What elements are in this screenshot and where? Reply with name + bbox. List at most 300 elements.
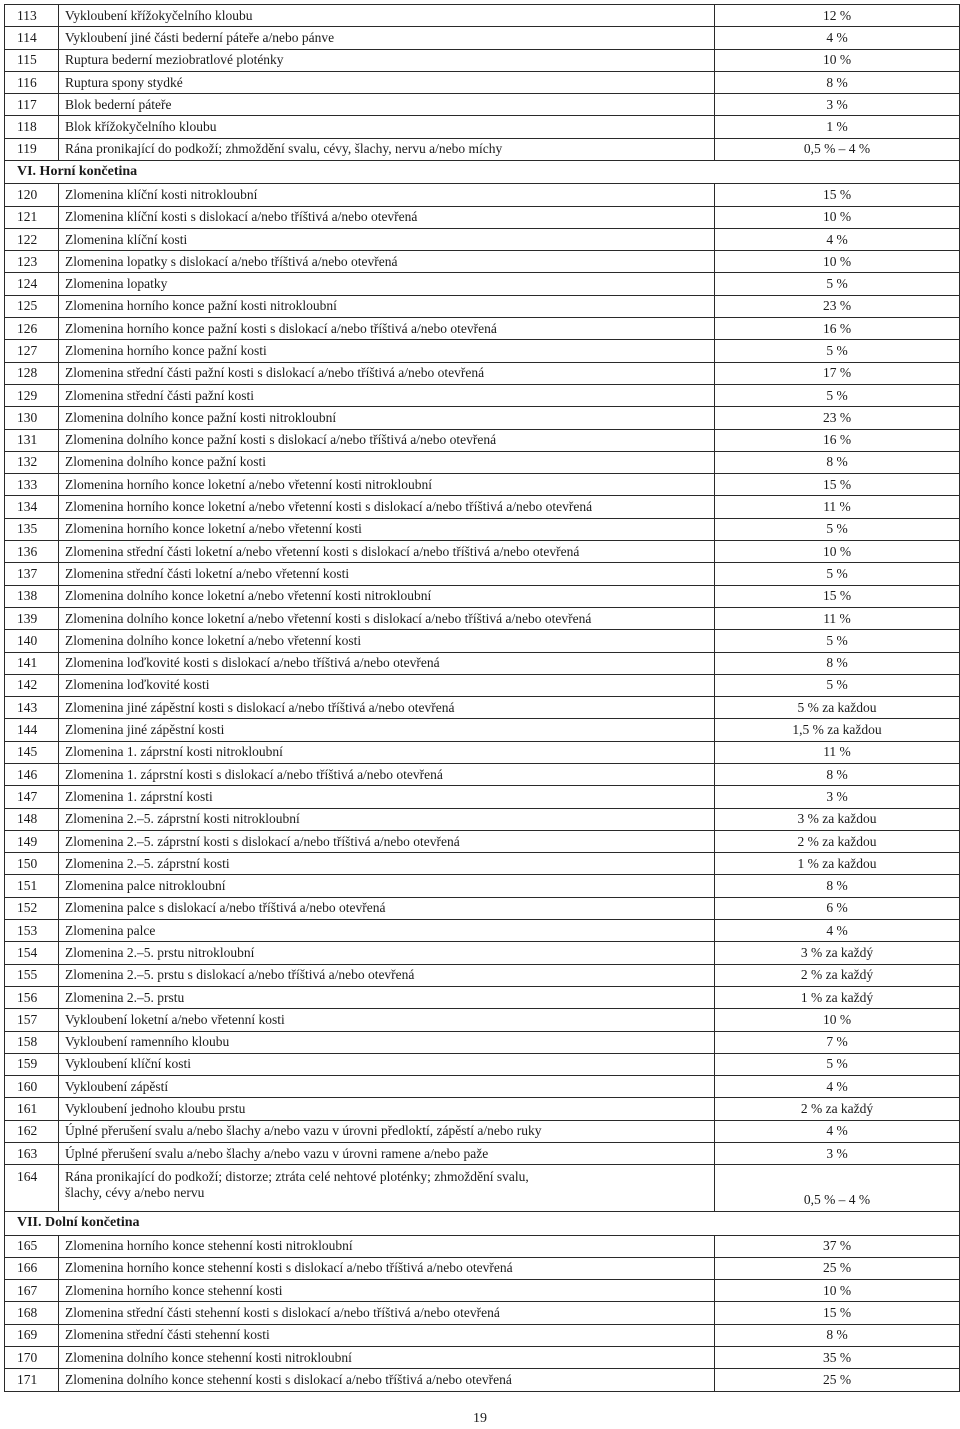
item-value: 35 % xyxy=(822,1349,852,1365)
item-value: 1 % xyxy=(826,119,848,135)
item-value: 5 % xyxy=(826,276,848,292)
table-row xyxy=(5,763,960,785)
item-value-cell xyxy=(715,5,960,27)
item-value-cell xyxy=(715,451,960,473)
item-value: 0,5 % – 4 % xyxy=(803,1192,871,1208)
item-value-cell xyxy=(715,674,960,696)
item-value: 37 % xyxy=(822,1238,852,1254)
item-value-cell xyxy=(715,697,960,719)
item-description: Zlomenina horního konce stehenní kosti xyxy=(59,1280,715,1302)
item-description: Ruptura bederní meziobratlové ploténky xyxy=(59,49,715,71)
table-row xyxy=(5,1009,960,1031)
item-number: 123 xyxy=(5,251,59,273)
table-row xyxy=(5,830,960,852)
table-row xyxy=(5,674,960,696)
table-row xyxy=(5,942,960,964)
item-value-cell xyxy=(715,741,960,763)
item-value: 8 % xyxy=(826,74,848,90)
table-row xyxy=(5,251,960,273)
item-value: 3 % za každý xyxy=(800,945,874,960)
item-value: 8 % xyxy=(826,454,848,470)
item-value-cell xyxy=(715,184,960,206)
item-number: 165 xyxy=(5,1235,59,1257)
item-number: 134 xyxy=(5,496,59,518)
table-row xyxy=(5,1257,960,1279)
item-value-cell xyxy=(715,340,960,362)
item-description: Zlomenina dolního konce pažní kosti s dislokací a/nebo tříštivá a/nebo otevřená xyxy=(59,429,715,451)
item-description: Zlomenina 1. záprstní kosti nitrokloubní xyxy=(59,741,715,763)
item-description: Zlomenina střední části stehenní kosti s dislokací a/nebo tříštivá a/nebo otevřená xyxy=(59,1302,715,1324)
item-description: Úplné přerušení svalu a/nebo šlachy a/nebo vazu v úrovni předloktí, zápěstí a/nebo ruky xyxy=(59,1120,715,1142)
item-description: Zlomenina 2.–5. prstu nitrokloubní xyxy=(59,942,715,964)
item-description: Ruptura spony stydké xyxy=(59,71,715,93)
item-number: 122 xyxy=(5,228,59,250)
item-description: Zlomenina střední části loketní a/nebo vřetenní kosti s dislokací a/nebo tříštivá a/nebo otevřená xyxy=(59,541,715,563)
item-value: 16 % xyxy=(822,432,852,448)
item-number: 155 xyxy=(5,964,59,986)
item-value-cell xyxy=(715,585,960,607)
item-value-cell xyxy=(715,71,960,93)
item-value-cell xyxy=(715,27,960,49)
item-value-cell xyxy=(715,897,960,919)
item-description: Rána pronikající do podkoží; zhmoždění svalu, cévy, šlachy, nervu a/nebo míchy xyxy=(59,138,715,160)
item-value: 15 % xyxy=(822,186,852,202)
item-description: Zlomenina dolního konce loketní a/nebo vřetenní kosti s dislokací a/nebo tříštivá a/nebo otevřená xyxy=(59,607,715,629)
item-value: 12 % xyxy=(822,7,852,23)
item-value: 4 % xyxy=(826,29,848,45)
table-row xyxy=(5,1143,960,1165)
item-value-cell xyxy=(715,1143,960,1165)
item-value: 11 % xyxy=(823,744,851,760)
item-value-cell xyxy=(715,251,960,273)
item-value: 4 % xyxy=(826,231,848,247)
item-description: Zlomenina lopatky s dislokací a/nebo tříštivá a/nebo otevřená xyxy=(59,251,715,273)
item-description: Zlomenina palce nitrokloubní xyxy=(59,875,715,897)
item-value: 4 % xyxy=(826,922,848,938)
item-value-cell xyxy=(715,763,960,785)
item-description: Zlomenina klíční kosti nitrokloubní xyxy=(59,184,715,206)
item-description: Zlomenina 2.–5. záprstní kosti s dislokací a/nebo tříštivá a/nebo otevřená xyxy=(59,830,715,852)
item-value-cell xyxy=(715,630,960,652)
table-row xyxy=(5,71,960,93)
table-row xyxy=(5,206,960,228)
table-row xyxy=(5,318,960,340)
item-value: 10 % xyxy=(822,253,852,269)
table-row xyxy=(5,786,960,808)
table-row xyxy=(5,429,960,451)
item-value-cell xyxy=(715,719,960,741)
table-row xyxy=(5,1120,960,1142)
table-row xyxy=(5,1369,960,1391)
item-value: 5 % xyxy=(826,1056,848,1072)
item-value: 5 % za každou xyxy=(797,699,877,715)
item-description: Vykloubení zápěstí xyxy=(59,1076,715,1098)
item-value-cell xyxy=(715,206,960,228)
item-number: 144 xyxy=(5,719,59,741)
table-row xyxy=(5,451,960,473)
item-number: 146 xyxy=(5,763,59,785)
item-value-cell xyxy=(715,1324,960,1346)
item-description: Zlomenina 1. záprstní kosti xyxy=(59,786,715,808)
item-value-cell xyxy=(715,273,960,295)
table-row xyxy=(5,1280,960,1302)
item-value-cell xyxy=(715,920,960,942)
page-number: 19 xyxy=(473,1411,487,1426)
item-description: Vykloubení klíční kosti xyxy=(59,1053,715,1075)
item-value-cell xyxy=(715,1302,960,1324)
item-value-cell xyxy=(715,652,960,674)
item-value-cell xyxy=(715,541,960,563)
item-description: Zlomenina 2.–5. prstu s dislokací a/nebo tříštivá a/nebo otevřená xyxy=(59,964,715,986)
table-row xyxy=(5,362,960,384)
item-description: Zlomenina horního konce loketní a/nebo vřetenní kosti xyxy=(59,518,715,540)
table-row xyxy=(5,585,960,607)
section-title: VI. Horní končetina xyxy=(5,161,960,184)
item-number: 120 xyxy=(5,184,59,206)
item-value: 16 % xyxy=(822,320,852,336)
item-value-cell xyxy=(715,518,960,540)
item-number: 159 xyxy=(5,1053,59,1075)
item-value: 10 % xyxy=(822,543,852,559)
item-description: Zlomenina střední části loketní a/nebo vřetenní kosti xyxy=(59,563,715,585)
table-row xyxy=(5,719,960,741)
item-value: 23 % xyxy=(822,298,852,314)
item-number: 121 xyxy=(5,206,59,228)
item-value-cell xyxy=(715,116,960,138)
item-value-cell xyxy=(715,1165,960,1212)
item-description: Zlomenina střední části pažní kosti s dislokací a/nebo tříštivá a/nebo otevřená xyxy=(59,362,715,384)
item-value: 10 % xyxy=(822,52,852,68)
item-value-cell xyxy=(715,407,960,429)
item-value-cell xyxy=(715,830,960,852)
item-value: 5 % xyxy=(826,342,848,358)
item-number: 164 xyxy=(5,1165,59,1212)
item-value: 11 % xyxy=(823,499,851,515)
table-row xyxy=(5,964,960,986)
table-row xyxy=(5,273,960,295)
item-value-cell xyxy=(715,138,960,160)
item-value: 17 % xyxy=(822,365,852,381)
item-value: 8 % xyxy=(826,655,848,671)
item-description: Zlomenina horního konce loketní a/nebo vřetenní kosti nitrokloubní xyxy=(59,474,715,496)
table-row xyxy=(5,1165,960,1212)
item-number: 163 xyxy=(5,1143,59,1165)
item-value: 2 % za každý xyxy=(800,1101,874,1117)
table-row xyxy=(5,518,960,540)
item-value: 10 % xyxy=(822,1011,852,1027)
table-row xyxy=(5,920,960,942)
item-number: 137 xyxy=(5,563,59,585)
item-value: 3 % xyxy=(826,96,848,112)
item-description: Zlomenina horního konce loketní a/nebo vřetenní kosti s dislokací a/nebo tříštivá a/nebo otevřená xyxy=(59,496,715,518)
item-number: 132 xyxy=(5,451,59,473)
item-value: 2 % za každou xyxy=(797,833,877,849)
item-value: 5 % xyxy=(826,387,848,403)
injury-rate-table xyxy=(4,4,960,1392)
item-description: Vykloubení jednoho kloubu prstu xyxy=(59,1098,715,1120)
item-value-cell xyxy=(715,1031,960,1053)
item-description: Zlomenina loďkovité kosti xyxy=(59,674,715,696)
item-description: Zlomenina horního konce stehenní kosti nitrokloubní xyxy=(59,1235,715,1257)
item-description: Vykloubení křížokyčelního kloubu xyxy=(59,5,715,27)
table-row xyxy=(5,1031,960,1053)
item-value: 25 % xyxy=(822,1260,852,1276)
item-number: 143 xyxy=(5,697,59,719)
item-description: Zlomenina horního konce pažní kosti xyxy=(59,340,715,362)
item-number: 147 xyxy=(5,786,59,808)
item-number: 161 xyxy=(5,1098,59,1120)
item-value: 3 % za každou xyxy=(797,811,877,827)
table-row xyxy=(5,27,960,49)
item-description-line: Rána pronikající do podkoží; distorze; ztráta celé nehtové ploténky; zhmoždění svalu, xyxy=(65,1169,529,1185)
item-description: Zlomenina horního konce pažní kosti nitrokloubní xyxy=(59,295,715,317)
table-row xyxy=(5,652,960,674)
item-value-cell xyxy=(715,384,960,406)
item-value: 3 % xyxy=(826,788,848,804)
item-value: 0,5 % – 4 % xyxy=(803,141,871,157)
item-value-cell xyxy=(715,1235,960,1257)
item-number: 142 xyxy=(5,674,59,696)
item-number: 116 xyxy=(5,71,59,93)
section-title: VII. Dolní končetina xyxy=(5,1212,960,1235)
item-value: 4 % xyxy=(826,1078,848,1094)
item-number: 148 xyxy=(5,808,59,830)
item-number: 151 xyxy=(5,875,59,897)
table-row xyxy=(5,1098,960,1120)
item-number: 129 xyxy=(5,384,59,406)
table-row xyxy=(5,897,960,919)
table-row xyxy=(5,1053,960,1075)
item-value: 4 % xyxy=(826,1123,848,1139)
table-row xyxy=(5,407,960,429)
item-description: Blok bederní páteře xyxy=(59,94,715,116)
item-number: 115 xyxy=(5,49,59,71)
item-description: Úplné přerušení svalu a/nebo šlachy a/nebo vazu v úrovni ramene a/nebo paže xyxy=(59,1143,715,1165)
item-description: Zlomenina dolního konce pažní kosti xyxy=(59,451,715,473)
item-description: Vykloubení jiné části bederní páteře a/nebo pánve xyxy=(59,27,715,49)
item-value: 5 % xyxy=(826,521,848,537)
item-number: 160 xyxy=(5,1076,59,1098)
item-description: Zlomenina dolního konce loketní a/nebo vřetenní kosti nitrokloubní xyxy=(59,585,715,607)
table-row xyxy=(5,808,960,830)
item-number: 162 xyxy=(5,1120,59,1142)
item-value-cell xyxy=(715,1369,960,1391)
table-row xyxy=(5,496,960,518)
item-description: Zlomenina střední části stehenní kosti xyxy=(59,1324,715,1346)
table-row xyxy=(5,853,960,875)
table-row xyxy=(5,563,960,585)
item-description: Zlomenina dolního konce loketní a/nebo vřetenní kosti xyxy=(59,630,715,652)
table-row xyxy=(5,1347,960,1369)
item-number: 128 xyxy=(5,362,59,384)
table-row xyxy=(5,607,960,629)
item-value: 5 % xyxy=(826,632,848,648)
item-value: 25 % xyxy=(822,1371,852,1387)
item-value-cell xyxy=(715,94,960,116)
item-number: 154 xyxy=(5,942,59,964)
table-row xyxy=(5,184,960,206)
item-value-cell xyxy=(715,875,960,897)
item-value-cell xyxy=(715,986,960,1008)
item-description: Zlomenina jiné zápěstní kosti s dislokací a/nebo tříštivá a/nebo otevřená xyxy=(59,697,715,719)
item-description: Zlomenina 1. záprstní kosti s dislokací a/nebo tříštivá a/nebo otevřená xyxy=(59,763,715,785)
item-description: Blok křížokyčelního kloubu xyxy=(59,116,715,138)
item-value: 7 % xyxy=(826,1034,848,1050)
item-description: Zlomenina dolního konce pažní kosti nitrokloubní xyxy=(59,407,715,429)
item-value-cell xyxy=(715,607,960,629)
item-description: Zlomenina jiné zápěstní kosti xyxy=(59,719,715,741)
item-description: Zlomenina klíční kosti xyxy=(59,228,715,250)
item-number: 166 xyxy=(5,1257,59,1279)
item-description: Zlomenina horního konce stehenní kosti s dislokací a/nebo tříštivá a/nebo otevřená xyxy=(59,1257,715,1279)
table-row xyxy=(5,5,960,27)
item-value-cell xyxy=(715,1098,960,1120)
item-value-cell xyxy=(715,49,960,71)
item-value-cell xyxy=(715,1076,960,1098)
item-number: 119 xyxy=(5,138,59,160)
table-row xyxy=(5,474,960,496)
item-description: Zlomenina klíční kosti s dislokací a/nebo tříštivá a/nebo otevřená xyxy=(59,206,715,228)
item-value-cell xyxy=(715,429,960,451)
table-row xyxy=(5,875,960,897)
item-description: Zlomenina 2.–5. prstu xyxy=(59,986,715,1008)
item-number: 131 xyxy=(5,429,59,451)
table-row xyxy=(5,1235,960,1257)
item-value-cell xyxy=(715,964,960,986)
item-value: 10 % xyxy=(822,209,852,225)
item-value: 15 % xyxy=(822,588,852,604)
item-value-cell xyxy=(715,318,960,340)
table-row xyxy=(5,295,960,317)
item-value-cell xyxy=(715,563,960,585)
item-number: 170 xyxy=(5,1347,59,1369)
item-value-cell xyxy=(715,1009,960,1031)
item-number: 138 xyxy=(5,585,59,607)
item-description: Zlomenina palce xyxy=(59,920,715,942)
item-value-cell xyxy=(715,474,960,496)
item-number: 171 xyxy=(5,1369,59,1391)
item-value: 8 % xyxy=(826,1327,848,1343)
item-number: 153 xyxy=(5,920,59,942)
item-number: 145 xyxy=(5,741,59,763)
item-description: Zlomenina 2.–5. záprstní kosti xyxy=(59,853,715,875)
item-value: 6 % xyxy=(826,900,848,916)
item-number: 130 xyxy=(5,407,59,429)
item-number: 118 xyxy=(5,116,59,138)
item-value-cell xyxy=(715,362,960,384)
document-page xyxy=(4,4,956,1392)
item-number: 124 xyxy=(5,273,59,295)
item-number: 158 xyxy=(5,1031,59,1053)
item-description: Vykloubení loketní a/nebo vřetenní kosti xyxy=(59,1009,715,1031)
table-row xyxy=(5,116,960,138)
item-number: 169 xyxy=(5,1324,59,1346)
table-row xyxy=(5,741,960,763)
item-value-cell xyxy=(715,853,960,875)
table-row xyxy=(5,138,960,160)
item-value-cell xyxy=(715,1280,960,1302)
table-row xyxy=(5,986,960,1008)
item-number: 156 xyxy=(5,986,59,1008)
item-number: 141 xyxy=(5,652,59,674)
item-number: 117 xyxy=(5,94,59,116)
table-row xyxy=(5,340,960,362)
item-value: 2 % za každý xyxy=(800,967,874,983)
item-number: 157 xyxy=(5,1009,59,1031)
item-number: 149 xyxy=(5,830,59,852)
item-value: 1 % za každou xyxy=(797,855,877,871)
item-value: 8 % xyxy=(826,766,848,782)
item-description: Zlomenina palce s dislokací a/nebo tříštivá a/nebo otevřená xyxy=(59,897,715,919)
item-number: 113 xyxy=(5,5,59,27)
item-number: 152 xyxy=(5,897,59,919)
item-value: 5 % xyxy=(826,677,848,693)
item-value: 8 % xyxy=(826,878,848,894)
item-value-cell xyxy=(715,942,960,964)
item-number: 140 xyxy=(5,630,59,652)
item-number: 127 xyxy=(5,340,59,362)
item-value: 1 % za každý xyxy=(800,989,874,1005)
table-row xyxy=(5,630,960,652)
item-value-cell xyxy=(715,1120,960,1142)
item-description-line: šlachy, cévy a/nebo nervu xyxy=(65,1185,205,1201)
item-value-cell xyxy=(715,228,960,250)
item-value: 15 % xyxy=(822,1305,852,1321)
table-row xyxy=(5,541,960,563)
item-value-cell xyxy=(715,1053,960,1075)
item-value: 1,5 % za každou xyxy=(792,722,882,738)
item-number: 136 xyxy=(5,541,59,563)
item-number: 135 xyxy=(5,518,59,540)
table-row xyxy=(5,49,960,71)
table-row xyxy=(5,1302,960,1324)
item-description: Zlomenina horního konce pažní kosti s dislokací a/nebo tříštivá a/nebo otevřená xyxy=(59,318,715,340)
item-value: 5 % xyxy=(826,565,848,581)
item-number: 133 xyxy=(5,474,59,496)
table-row xyxy=(5,384,960,406)
item-value-cell xyxy=(715,786,960,808)
table-row xyxy=(5,697,960,719)
table-body xyxy=(5,5,960,1392)
item-value-cell xyxy=(715,1257,960,1279)
table-row xyxy=(5,1324,960,1346)
section-header-row xyxy=(5,1212,960,1235)
item-description: Zlomenina dolního konce stehenní kosti s dislokací a/nebo tříštivá a/nebo otevřená xyxy=(59,1369,715,1391)
item-description: Zlomenina střední části pažní kosti xyxy=(59,384,715,406)
item-description: Zlomenina loďkovité kosti s dislokací a/nebo tříštivá a/nebo otevřená xyxy=(59,652,715,674)
item-value: 23 % xyxy=(822,409,852,425)
item-description: Zlomenina 2.–5. záprstní kosti nitrokloubní xyxy=(59,808,715,830)
item-description: Vykloubení ramenního kloubu xyxy=(59,1031,715,1053)
item-number: 126 xyxy=(5,318,59,340)
item-value: 15 % xyxy=(822,476,852,492)
table-row xyxy=(5,94,960,116)
section-header-row xyxy=(5,161,960,184)
item-value-cell xyxy=(715,1347,960,1369)
item-number: 150 xyxy=(5,853,59,875)
item-description: Zlomenina lopatky xyxy=(59,273,715,295)
item-value: 3 % xyxy=(826,1145,848,1161)
item-value-cell xyxy=(715,496,960,518)
item-value: 10 % xyxy=(822,1282,852,1298)
item-number: 114 xyxy=(5,27,59,49)
item-description: Zlomenina dolního konce stehenní kosti nitrokloubní xyxy=(59,1347,715,1369)
item-value: 11 % xyxy=(823,610,851,626)
item-number: 168 xyxy=(5,1302,59,1324)
item-number: 139 xyxy=(5,607,59,629)
item-value-cell xyxy=(715,295,960,317)
item-number: 167 xyxy=(5,1280,59,1302)
